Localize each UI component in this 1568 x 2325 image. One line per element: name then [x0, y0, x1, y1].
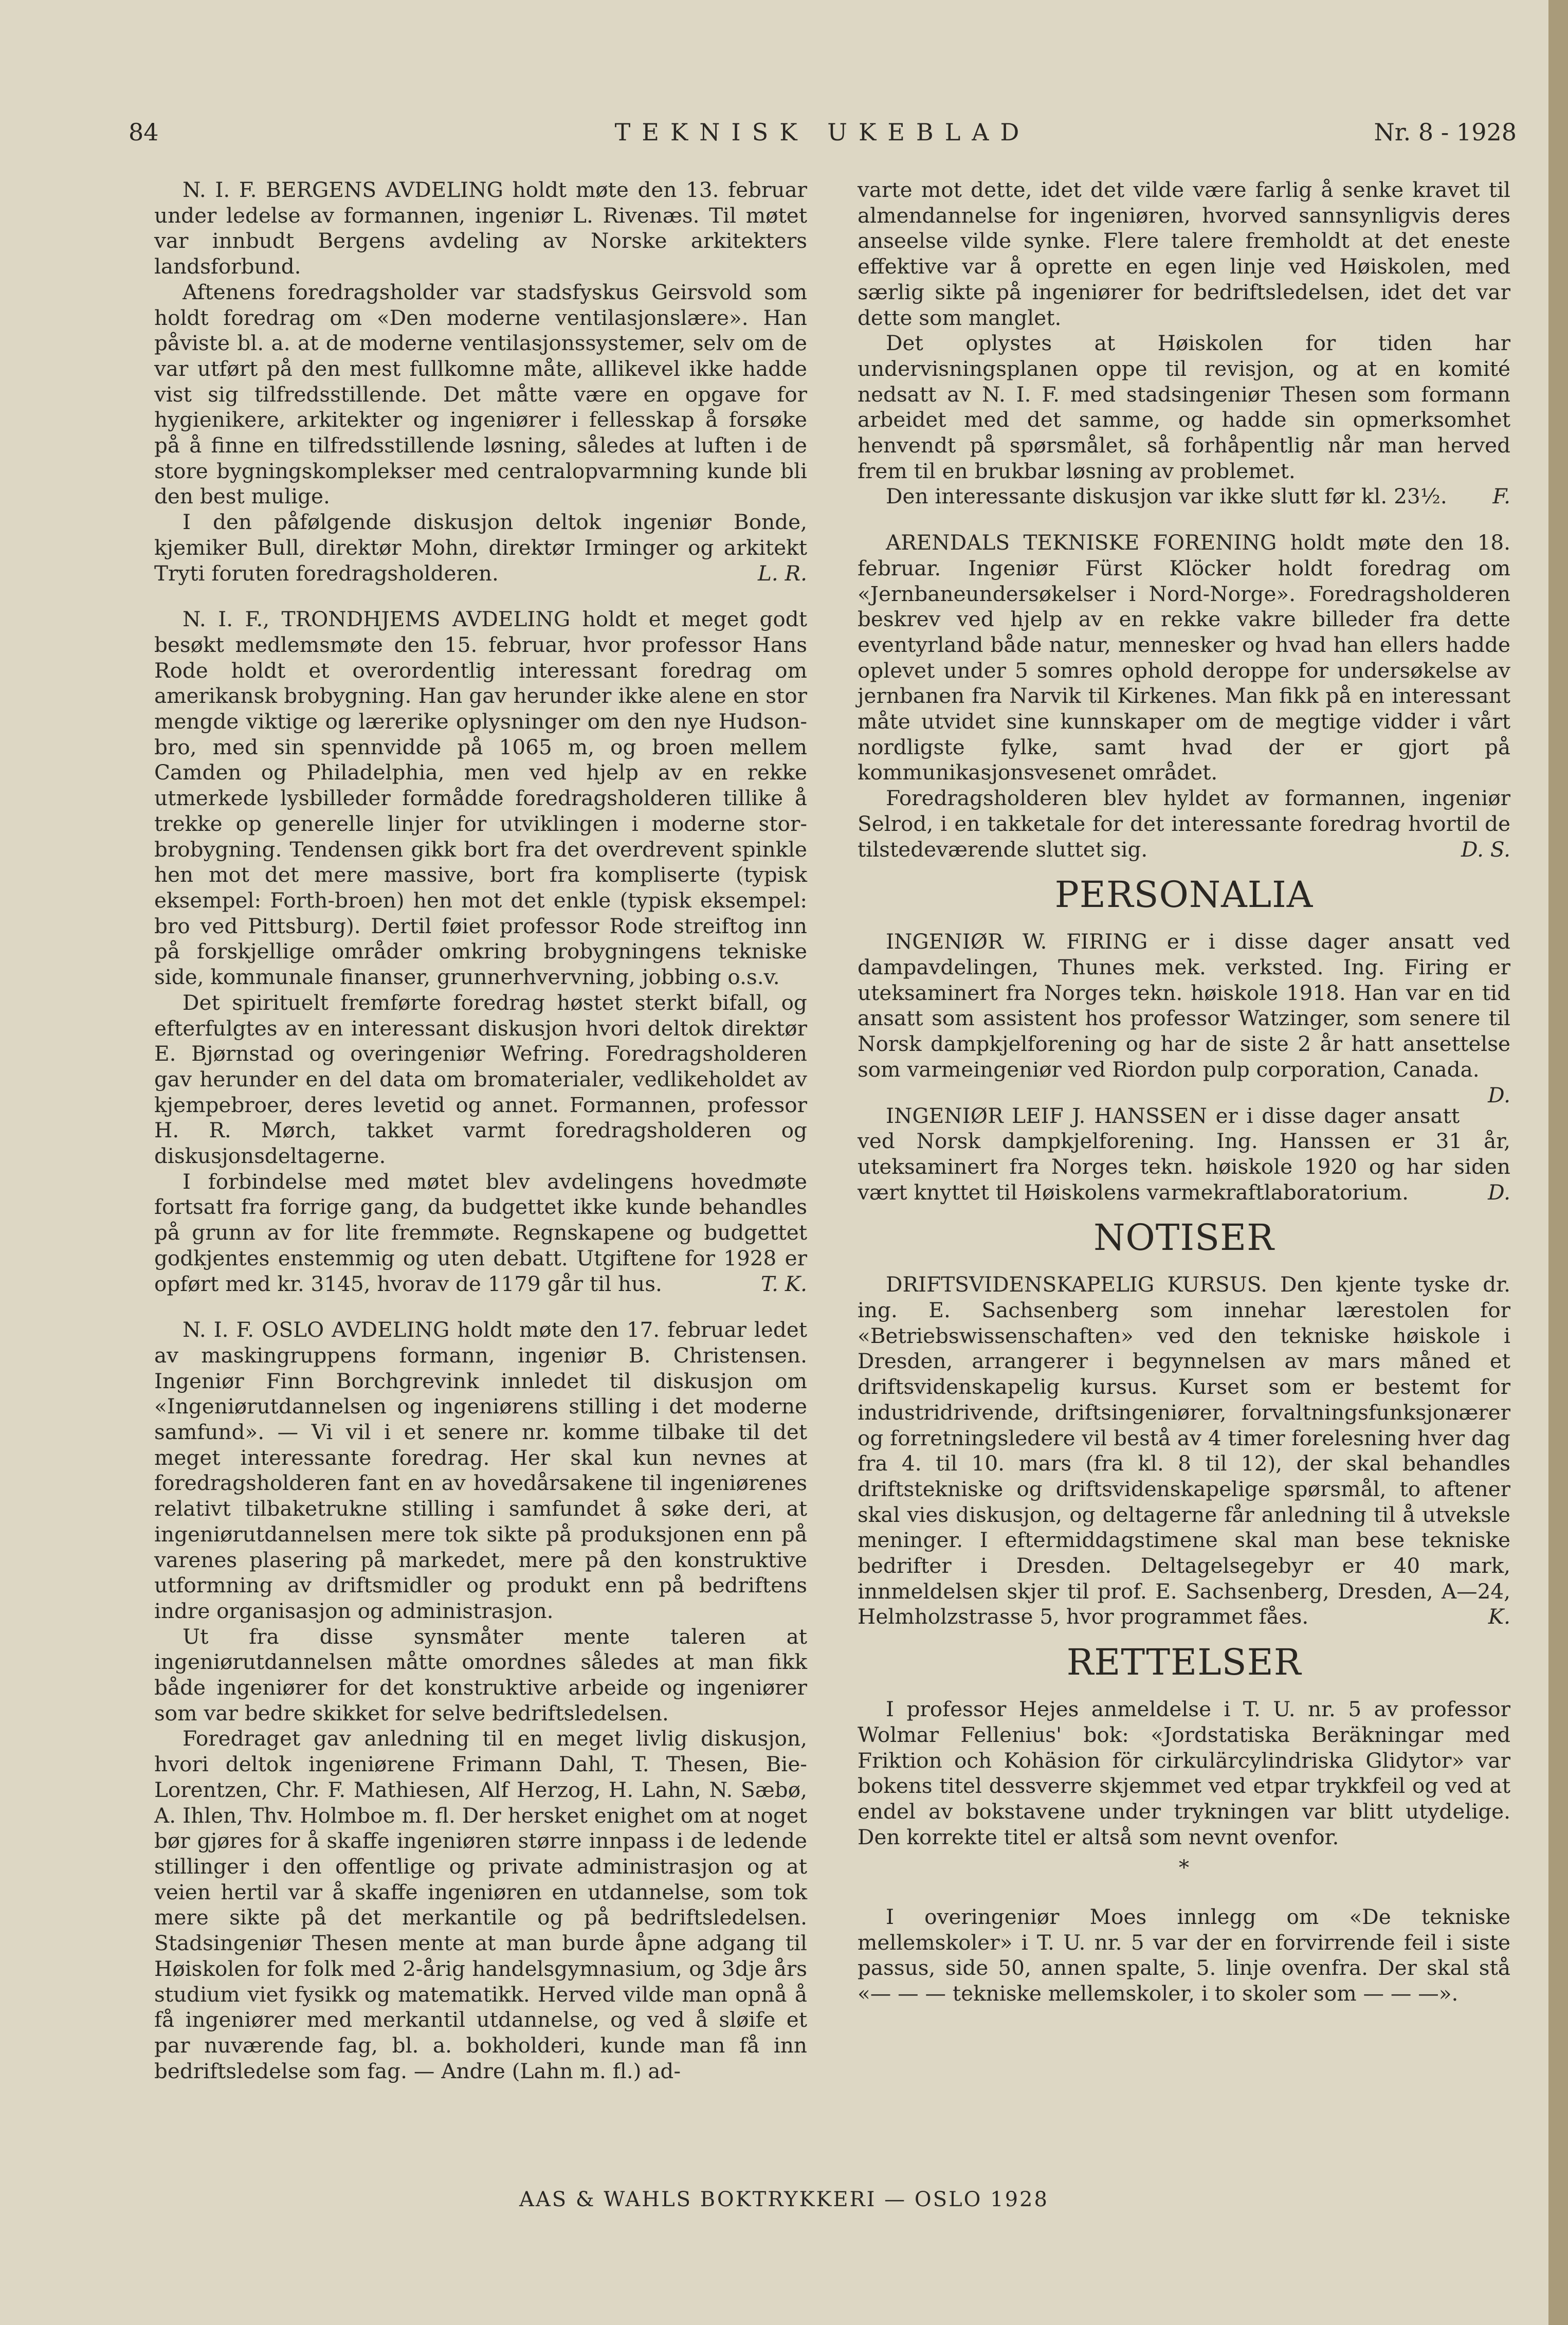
left-column [154, 177, 807, 2084]
arendals-closing: Foredragsholderen blev hyldet av formannen, ingeniør Selrod, i en takketale for det interessante foredrag hvortil de tilstedeværende sluttet sig. D. S. [858, 786, 1510, 862]
page-edge [1548, 0, 1568, 2325]
bergens-report: N. I. F. BERGENS AVDELING holdt møte den 13. februar under ledelse av formannen, ingeniør L. Rivenæs. Til møtet var innbudt Bergens avdeling av Norske arkitekters landsforbund. [154, 177, 807, 279]
right-column [858, 177, 1510, 2007]
signature: D. [1488, 1179, 1510, 1205]
bergens-lecture: Aftenens foredragsholder var stadsfyskus Geirsvold som holdt foredrag om «Den moderne ventilasjonslære». Han påviste bl. a. at de moderne ventilasjonssystemer, selv om de var utført på den mest fullkomne måte, allikevel ikke hadde vist sig tilfredsstillende. Det måtte være en opgave for hygienikere, arkitekter og ingeniører i fellesskap å forsøke på å finne en tilfredsstillende løsning, således at luften i de store bygningskomplekser med centralopvarmning kunde bli den best mulige. [154, 279, 807, 509]
signature: D. [1488, 1082, 1510, 1107]
issue-number: Nr. 8 - 1928 [1374, 118, 1517, 146]
page-header [129, 114, 1517, 150]
signature: K. [1488, 1604, 1510, 1629]
signature: L. R. [757, 560, 807, 586]
signature: D. S. [1461, 837, 1510, 862]
personalia-hanssen: INGENIØR LEIF J. HANSSEN er i disse dager ansatt ved Norsk dampkjelforening. Ing. Hanssen er 31 år, uteksaminert fra Norges tekn. høiskole 1920 og har siden vært knyttet til Høiskolens varmekraftlaboratorium. D. [858, 1103, 1510, 1205]
oslo-revision: Det oplystes at Høiskolen for tiden har undervisningsplanen oppe til revisjon, og at en komité nedsatt av N. I. F. med stadsingeniør Thesen som formann arbeidet med det samme, og hadde sin opmerksomhet henvendt på spørsmålet, så forhåpentlig når man herved frem til en brukbar løsning av problemet. [858, 331, 1510, 483]
printer-footer: AAS & WAHLS BOKTRYKKERI — OSLO 1928 [519, 2188, 1049, 2211]
rettelser-moes: I overingeniør Moes innlegg om «De tekniske mellemskoler» i T. U. nr. 5 var der en forvirrende feil i siste passus, side 50, annen spalte, 5. linje ovenfra. Der skal stå «— — — tekniske mellemskoler, i to skoler som — — —». [858, 1904, 1510, 2006]
page-number: 84 [129, 118, 159, 146]
trondhjems-discussion: Det spirituelt fremførte foredrag høstet sterkt bifall, og efterfulgtes av en interessant diskusjon hvori deltok direktør E. Bjørnstad og overingeniør Wefring. Foredragsholderen gav herunder en del data om bromaterialer, vedlikeholdet av kjempebroer, deres levetid og annet. Formannen, professor H. R. Mørch, takket varmt foredragsholderen og diskusjonsdeltagerne. [154, 990, 807, 1169]
asterisk-divider: * [1178, 1855, 1190, 1880]
trondhjems-report: N. I. F., TRONDHJEMS AVDELING holdt et meget godt besøkt medlemsmøte den 15. februar, hvor professor Hans Rode holdt et overordentlig interessant foredrag om amerikansk brobygning. Han gav herunder ikke alene en stor mengde viktige og lærerike oplysninger om den nye Hudson-bro, med sin spennvidde på 1065 m, og broen mellem Camden og Philadelphia, men ved hjelp av en rekke utmerkede lysbilleder formådde foredragsholderen tillike å trekke op generelle linjer for utviklingen i moderne stor-brobygning. Tendensen gikk bort fra det overdrevent spinkle hen mot det mere massive, bort fra kompliserte (typisk eksempel: Forth-broen) hen mot det enkle (typisk eksempel: bro ved Pittsburg). Dertil føiet professor Rode streiftog inn på forskjellige områder omkring brobygningens tekniske side, kommunale finanser, grunnerhvervning, jobbing o.s.v. [154, 607, 807, 990]
oslo-discussion: Foredraget gav anledning til en meget livlig diskusjon, hvori deltok ingeniørene Frimann Dahl, T. Thesen, Bie-Lorentzen, Chr. F. Mathiesen, Alf Herzog, H. Lahn, N. Sæbø, A. Ihlen, Thv. Holmboe m. fl. Der hersket enighet om at noget bør gjøres for å skaffe ingeniøren større innpass i de ledende stillinger i den offentlige og private administrasjon og at veien hertil var å skaffe ingeniøren en utdannelse, som tok mere sikte på det merkantile og på bedriftsledelsen. Stadsingeniør Thesen mente at man burde åpne adgang til Høiskolen for folk med 2-årig handelsgymnasium, og 3dje års studium viet fysikk og matematikk. Herved vilde man opnå å få ingeniører med merkantil utdannelse, og ved å sløife et par nuværende fag, bl. a. bokholderi, kunde man få inn bedriftsledelse som fag. — Andre (Lahn m. fl.) ad- [154, 1726, 807, 2083]
oslo-closing: Den interessante diskusjon var ikke slutt før kl. 23½. F. [886, 484, 1510, 509]
trondhjems-meeting: I forbindelse med møtet blev avdelingens hovedmøte fortsatt fra forrige gang, da budgettet ikke kunde behandles på grunn av for lite fremmøte. Regnskapene og budgettet godkjentes enstemmig og uten debatt. Utgiftene for 1928 er opført med kr. 3145, hvorav de 1179 går til hus. T. K. [154, 1169, 807, 1296]
oslo-continuation: varte mot dette, idet det vilde være farlig å senke kravet til almendannelse for ingeniøren, hvorved sannsynligvis deres anseelse vilde synke. Flere talere fremholdt at det eneste effektive var å oprette en egen linje ved Høiskolen, med særlig sikte på ingeniører for bedriftsledelsen, idet det var dette som manglet. [858, 177, 1510, 330]
notiser-heading: NOTISER [1093, 1216, 1274, 1259]
signature: F. [1492, 484, 1510, 509]
arendals-report: ARENDALS TEKNISKE FORENING holdt møte den 18. februar. Ingeniør Fürst Klöcker holdt foredrag om «Jernbaneundersøkelser i Nord-Norge». Foredragsholderen beskrev ved hjelp av en rekke vakre billeder fra dette eventyrland både natur, mennesker og hvad han ellers hadde oplevet under 5 somres ophold deroppe for undersøkelse av jernbanen fra Narvik til Kirkenes. Man fikk på en interessant måte utvidet sine kunnskaper om de megtige vidder i vårt nordligste fylke, samt hvad der er gjort på kommunikasjonsvesenet området. [858, 530, 1510, 785]
publication-title: TEKNISK UKEBLAD [614, 118, 1031, 146]
personalia-heading: PERSONALIA [1054, 874, 1314, 916]
bergens-discussion: I den påfølgende diskusjon deltok ingeniør Bonde, kjemiker Bull, direktør Mohn, direktør Irminger og arkitekt Tryti foruten foredragsholderen. L. R. [154, 510, 807, 586]
signature: T. K. [761, 1271, 807, 1296]
oslo-report: N. I. F. OSLO AVDELING holdt møte den 17. februar ledet av maskingruppens formann, ingeniør B. Christensen. Ingeniør Finn Borchgrevink innledet til diskusjon om «Ingeniørutdannelsen og ingeniørens stilling i det moderne samfund». — Vi vil i et senere nr. komme tilbake til det meget interessante foredrag. Her skal kun nevnes at foredragsholderen fant en av hovedårsakene til ingeniørenes relativt tilbaketrukne stilling i samfundet å søke deri, at ingeniørutdannelsen mere tok sikte på produksjonen enn på varenes plasering på markedet, mere på den konstruktive utformning av driftsmidler og produkt enn på bedriftens indre organisasjon og administrasjon. [154, 1317, 807, 1623]
notiser-kursus: DRIFTSVIDENSKAPELIG KURSUS. Den kjente tyske dr. ing. E. Sachsenberg som innehar lærestolen for «Betriebswissenschaften» ved den tekniske høiskole i Dresden, arrangerer i begynnelsen av mars måned et driftsvidenskapelig kursus. Kurset som er bestemt for industridrivende, driftsingeniører, forvaltningsfunksjonærer og forretningsledere vil bestå av 4 timer forelesning hver dag fra 4. til 10. mars (fra kl. 8 til 12), der skal behandles driftstekniske og driftsvidenskapelige spørsmål, to aftener skal vies diskusjon, og deltagerne får anledning til å utveksle meninger. I eftermiddagstimene skal man bese tekniske bedrifter i Dresden. Deltagelsegebyr er 40 mark, innmeldelsen skjer til prof. E. Sachsenberg, Dresden, A—24, Helmholzstrasse 5, hvor programmet fåes. K. [858, 1272, 1510, 1629]
personalia-firing: INGENIØR W. FIRING er i disse dager ansatt ved dampavdelingen, Thunes mek. verksted. Ing. Firing er uteksaminert fra Norges tekn. høiskole 1918. Han var en tid ansatt som assistent hos professor Watzinger, som senere til Norsk dampkjelforening og har de siste 2 år hatt ansettelse som varmeingeniør ved Riordon pulp corporation, Canada. D. [858, 929, 1510, 1107]
rettelser-hejes: I professor Hejes anmeldelse i T. U. nr. 5 av professor Wolmar Fellenius' bok: «Jordstatiska Beräkningar med Friktion och Kohäsion för cirkulärcylindriska Glidytor» var bokens titel dessverre skjemmet ved etpar trykkfeil og ved at endel av bokstavene under trykningen var blitt utydelige. Den korrekte titel er altså som nevnt ovenfor. [858, 1697, 1510, 1849]
rettelser-heading: RETTELSER [1066, 1641, 1302, 1684]
oslo-view: Ut fra disse synsmåter mente taleren at ingeniørutdannelsen måtte omordnes således at man fikk både ingeniører for det konstruktive arbeide og ingeniører som var bedre skikket for selve bedriftsledelsen. [154, 1624, 807, 1725]
